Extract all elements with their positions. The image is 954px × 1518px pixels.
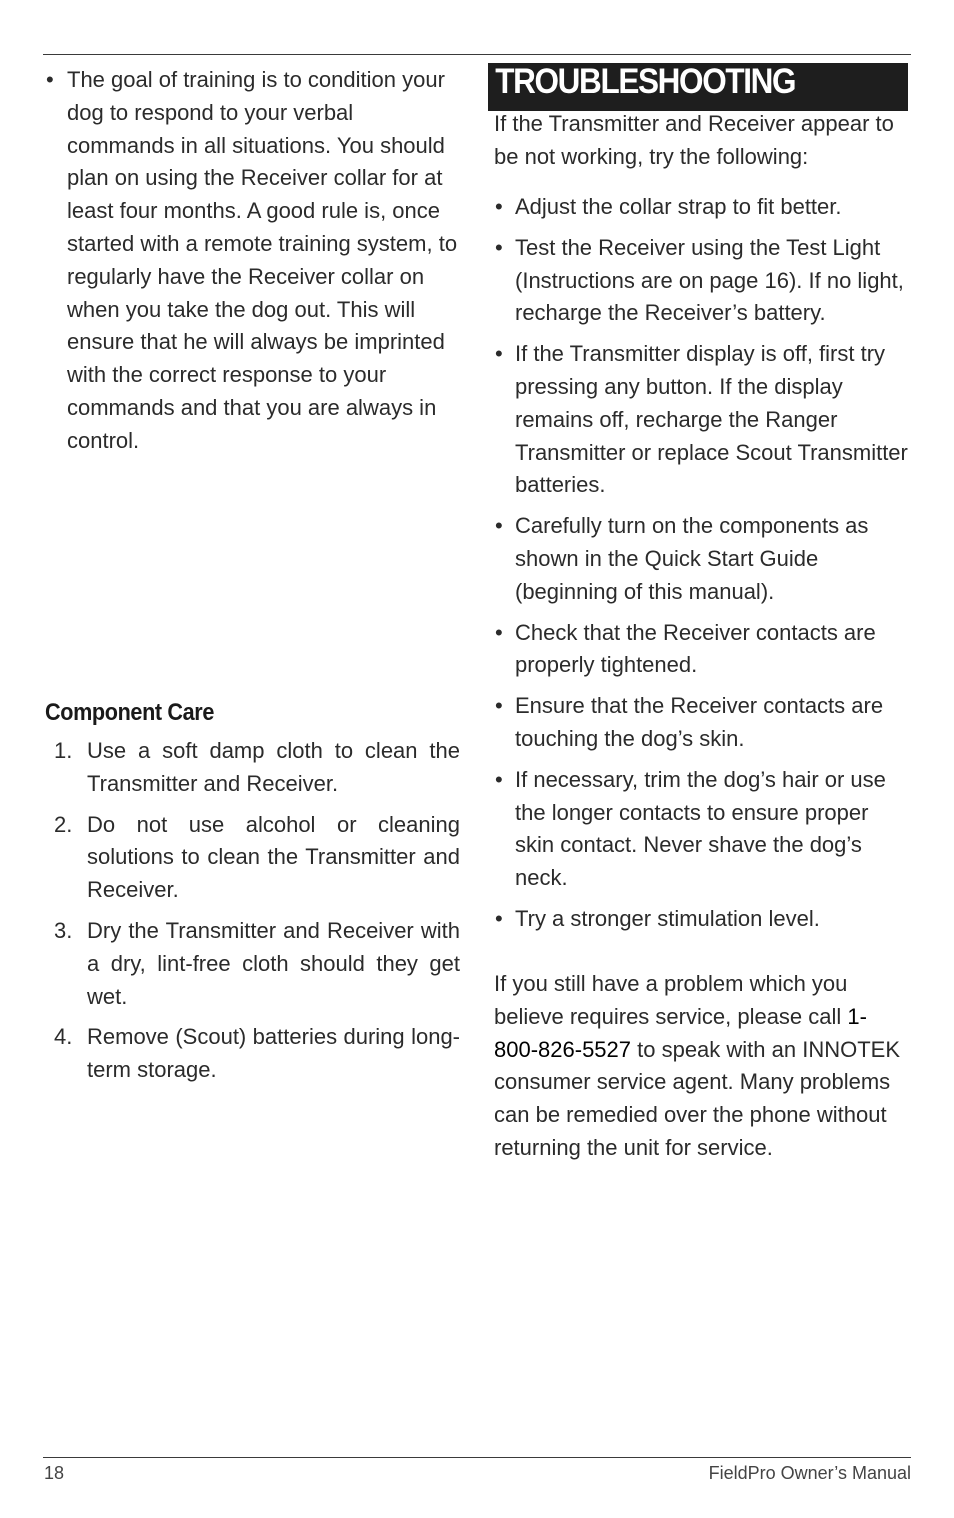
troubleshooting-item: • Test the Receiver using the Test Light (Instructions are on page 16). If no light, recharge the Receiver’s battery. <box>494 232 910 330</box>
care-item-number: 1. <box>54 738 73 763</box>
care-item <box>44 735 460 801</box>
care-item <box>44 1021 460 1087</box>
troubleshooting-item: • Ensure that the Receiver contacts are touching the dog’s skin. <box>494 690 910 756</box>
care-item-text: Do not use alcohol or cleaning solutions to clean the Transmitter and Receiver. <box>87 811 460 903</box>
troubleshooting-item: • Carefully turn on the components as shown in the Quick Start Guide (beginning of this manual). <box>494 510 910 608</box>
troubleshooting-item: • If the Transmitter display is off, first try pressing any button. If the display remains off, recharge the Ranger Transmitter or replace Scout Transmitter batteries. <box>494 338 910 502</box>
troubleshooting-banner <box>488 63 908 111</box>
troubleshooting-item: • Adjust the collar strap to fit better. <box>494 191 910 224</box>
troubleshooting-heading: TROUBLESHOOTING <box>495 62 796 101</box>
care-item-number: 2. <box>54 811 73 837</box>
care-item-text: Use a soft damp cloth to clean the Transmitter and Receiver. <box>87 738 460 796</box>
intro-bullet-text: • The goal of training is to condition your dog to respond to your verbal commands in all situations. You should plan on using the Receiver collar for at least four months. A good rule is, once started with a remote training system, to regularly have the Receiver collar on when you take the dog out. This will ensure that he will always be imprinted with the correct response to your commands and that you are always in control. <box>44 64 460 458</box>
service-text-after: to speak with an INNOTEK consumer service agent. Many problems can be remedied over the phone without returning the unit for service. <box>494 1036 901 1160</box>
troubleshooting-item: • Try a stronger stimulation level. <box>494 903 910 936</box>
troubleshooting-item: • If necessary, trim the dog’s hair or use the longer contacts to ensure proper skin contact. Never shave the dog’s neck. <box>494 764 910 895</box>
care-item <box>44 915 460 1013</box>
manual-title: FieldPro Owner’s Manual <box>708 1463 911 1483</box>
care-item-number: 4. <box>54 1024 73 1050</box>
bottom-rule <box>43 1457 911 1458</box>
service-text-before: If you still have a problem which you believe requires service, please call <box>494 971 848 1029</box>
component-care-list <box>44 735 460 1095</box>
component-care-heading: Component Care <box>45 699 214 726</box>
intro-bullet-list <box>44 64 460 458</box>
care-item-text: Remove (Scout) batteries during long-term storage. <box>87 1024 460 1083</box>
troubleshooting-list <box>494 191 910 944</box>
care-item <box>44 809 460 907</box>
troubleshooting-intro: If the Transmitter and Receiver appear to be not working, try the following: <box>494 111 894 169</box>
care-item-text: Dry the Transmitter and Receiver with a dry, lint-free cloth should they get wet. <box>87 917 460 1009</box>
care-item-number: 3. <box>54 917 73 943</box>
top-rule <box>43 54 911 55</box>
service-paragraph <box>494 968 910 1165</box>
troubleshooting-item: • Check that the Receiver contacts are properly tightened. <box>494 617 910 683</box>
left-column <box>44 64 460 458</box>
page-number: 18 <box>44 1463 65 1483</box>
service-phone-number[interactable]: 1-800-826-5527 <box>494 1003 867 1062</box>
